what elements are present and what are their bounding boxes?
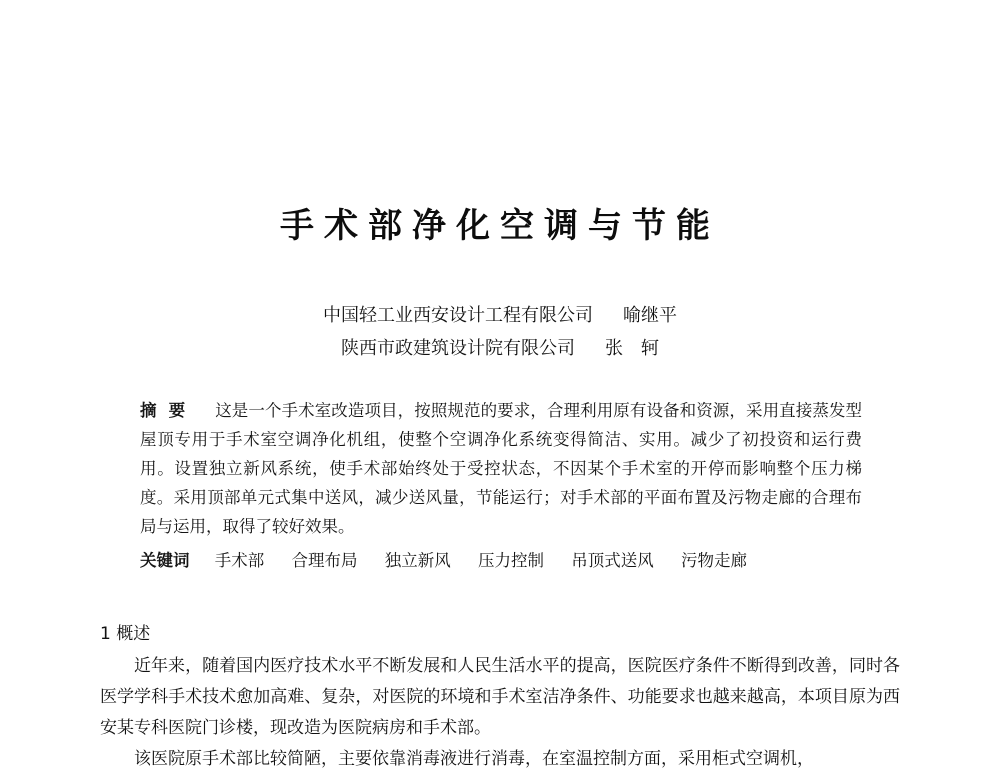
abstract-label: 摘要 <box>140 401 198 420</box>
keyword: 手术部 <box>214 551 265 570</box>
abstract-text: 这是一个手术室改造项目，按照规范的要求，合理利用原有设备和资源，采用直接蒸发型屋顶专用于手术室空调净化机组，使整个空调净化系统变得简洁、实用。减少了初投资和运行费用。设置独立新风系统，使手术部始终处于受控状态，不因某个手术室的开停而影响整个压力梯度。采用顶部单元式集中送风，减少送风量，节能运行；对手术部的平面布置及污物走廊的合理布局与运用，取得了较好效果。 <box>140 401 863 536</box>
author-affiliation: 陕西市政建筑设计院有限公司 <box>341 338 575 359</box>
abstract <box>140 396 862 541</box>
author-line-2 <box>0 334 1000 360</box>
keyword: 压力控制 <box>478 551 544 570</box>
keywords <box>140 547 862 571</box>
keyword: 合理布局 <box>291 551 358 570</box>
section-heading: 1 概述 <box>100 624 151 644</box>
author-affiliation: 中国轻工业西安设计工程有限公司 <box>323 305 593 326</box>
body-paragraph: 该医院原手术部比较简陋，主要依靠消毒液进行消毒，在室温控制方面，采用柜式空调机， <box>134 749 814 769</box>
keyword: 独立新风 <box>384 551 451 570</box>
author-line-1 <box>0 301 1000 327</box>
keyword: 吊顶式送风 <box>571 551 654 570</box>
author-name: 喻继平 <box>623 305 677 326</box>
keyword: 污物走廊 <box>681 551 747 570</box>
body-paragraph: 近年来，随着国内医疗技术水平不断发展和人民生活水平的提高，医院医疗条件不断得到改善，同时各医学学科手术技术愈加高难、复杂，对医院的环境和手术室洁净条件、功能要求也越来越高，本项目原为西安某专科医院门诊楼，现改造为医院病房和手术部。 <box>100 656 900 738</box>
author-name: 张 轲 <box>605 338 659 359</box>
keywords-label: 关键词 <box>140 551 190 570</box>
paper-title: 手术部净化空调与节能 <box>280 206 720 246</box>
